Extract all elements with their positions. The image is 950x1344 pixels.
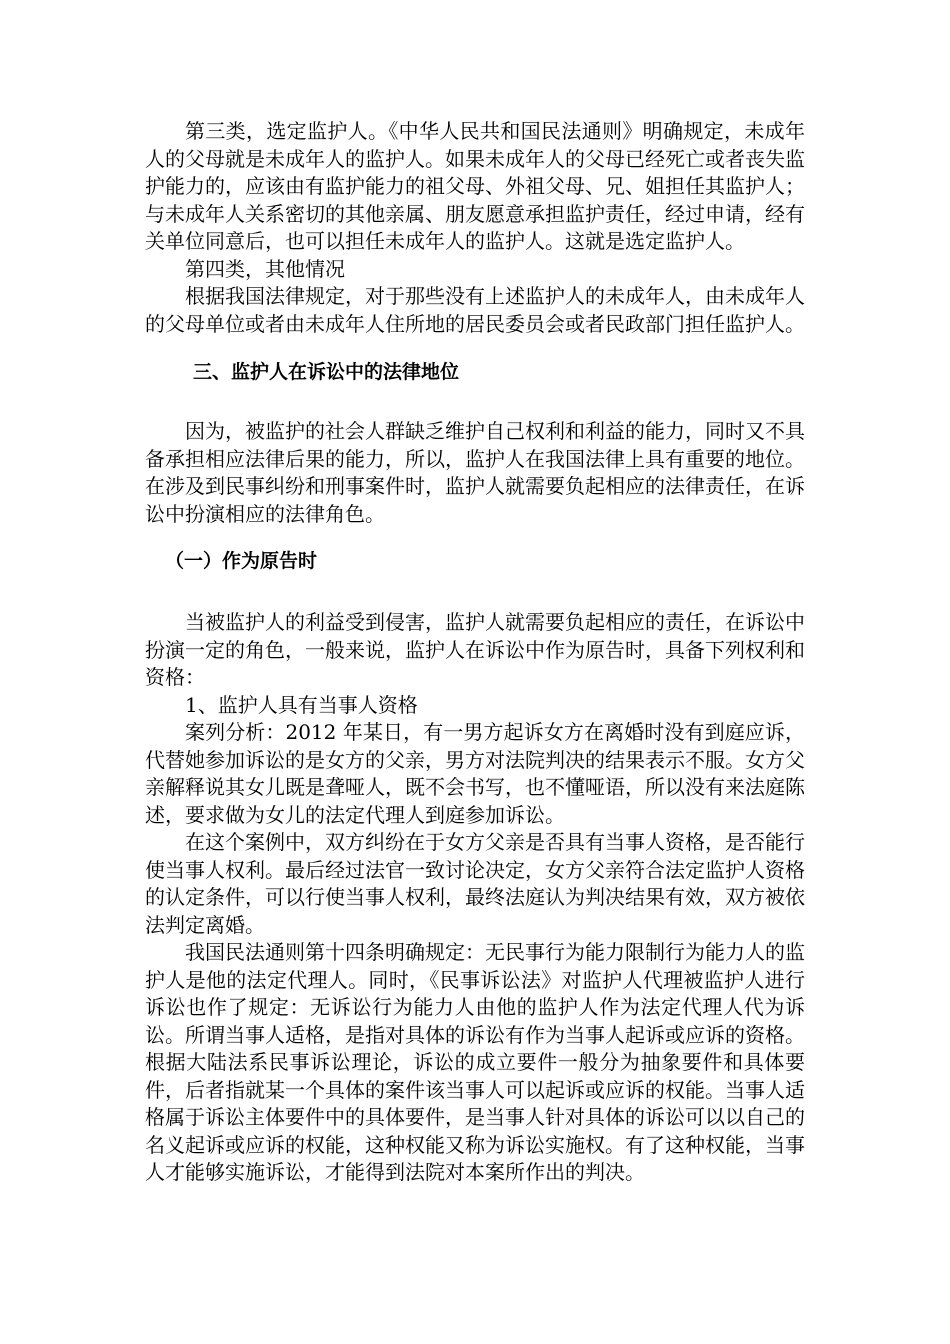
paragraph-plaintiff-intro: 当被监护人的利益受到侵害，监护人就需要负起相应的责任，在诉讼中扮演一定的角色，一般来说，监护人在诉讼中作为原告时，具备下列权利和资格：: [145, 610, 805, 689]
paragraph-civil-law-provisions: 我国民法通则第十四条明确规定：无民事行为能力限制行为能力人的监护人是他的法定代理人。同时，《民事诉讼法》对监护人代理被监护人进行诉讼也作了规定：无诉讼行为能力人由他的监护人作为法定代理人代为诉讼。所谓当事人适格，是指对具体的诉讼有作为当事人起诉或应诉的资格。根据大陆法系民事诉讼理论，诉讼的成立要件一般分为抽象要件和具体要件，后者指就某一个具体的案件该当事人可以起诉或应诉的权能。当事人适格属于诉讼主体要件中的具体要件，是当事人针对具体的诉讼可以以自己的名义起诉或应诉的权能，这种权能又称为诉讼实施权。有了这种权能，当事人才能够实施诉讼，才能得到法院对本案所作出的判决。: [145, 940, 805, 1184]
document-page: [145, 118, 805, 1187]
subsection-heading-plaintiff: （一）作为原告时: [165, 550, 318, 572]
paragraph-case-conclusion: 在这个案例中，双方纠纷在于女方父亲是否具有当事人资格，是否能行使当事人权利。最后经过法官一致讨论决定，女方父亲符合法定监护人资格的认定条件，可以行使当事人权利，最终法庭认为判决结果有效，双方被依法判定离婚。: [145, 830, 805, 937]
section-heading-legal-status: 三、监护人在诉讼中的法律地位: [193, 361, 460, 383]
paragraph-fourth-category: 第四类，其他情况: [185, 256, 345, 281]
paragraph-legal-status-intro: 因为，被监护的社会人群缺乏维护自己权利和利益的能力，同时又不具备承担相应法律后果的能力，所以，监护人在我国法律上具有重要的地位。在涉及到民事纠纷和刑事案件时，监护人就需要负起相应的法律责任，在诉讼中扮演相应的法律角色。: [145, 419, 805, 526]
paragraph-selected-guardian: 第三类，选定监护人。《中华人民共和国民法通则》明确规定，未成年人的父母就是未成年人的监护人。如果未成年人的父母已经死亡或者丧失监护能力的，应该由有监护能力的祖父母、外祖父母、兄、姐担任其监护人；与未成年人关系密切的其他亲属、朋友愿意承担监护责任，经过申请，经有关单位同意后，也可以担任未成年人的监护人。这就是选定监护人。: [145, 119, 805, 253]
paragraph-other-situations: 根据我国法律规定，对于那些没有上述监护人的未成年人，由未成年人的父母单位或者由未成年人住所地的居民委员会或者民政部门担任监护人。: [145, 284, 805, 336]
paragraph-case-analysis: 案列分析：2012 年某日，有一男方起诉女方在离婚时没有到庭应诉，代替她参加诉讼的是女方的父亲，男方对法院判决的结果表示不服。女方父亲解释说其女儿既是聋哑人，既不会书写，也不懂哑语，所以没有来法庭陈述，要求做为女儿的法定代理人到庭参加诉讼。: [145, 720, 805, 827]
paragraph-party-qualification: 1、监护人具有当事人资格: [185, 692, 418, 717]
